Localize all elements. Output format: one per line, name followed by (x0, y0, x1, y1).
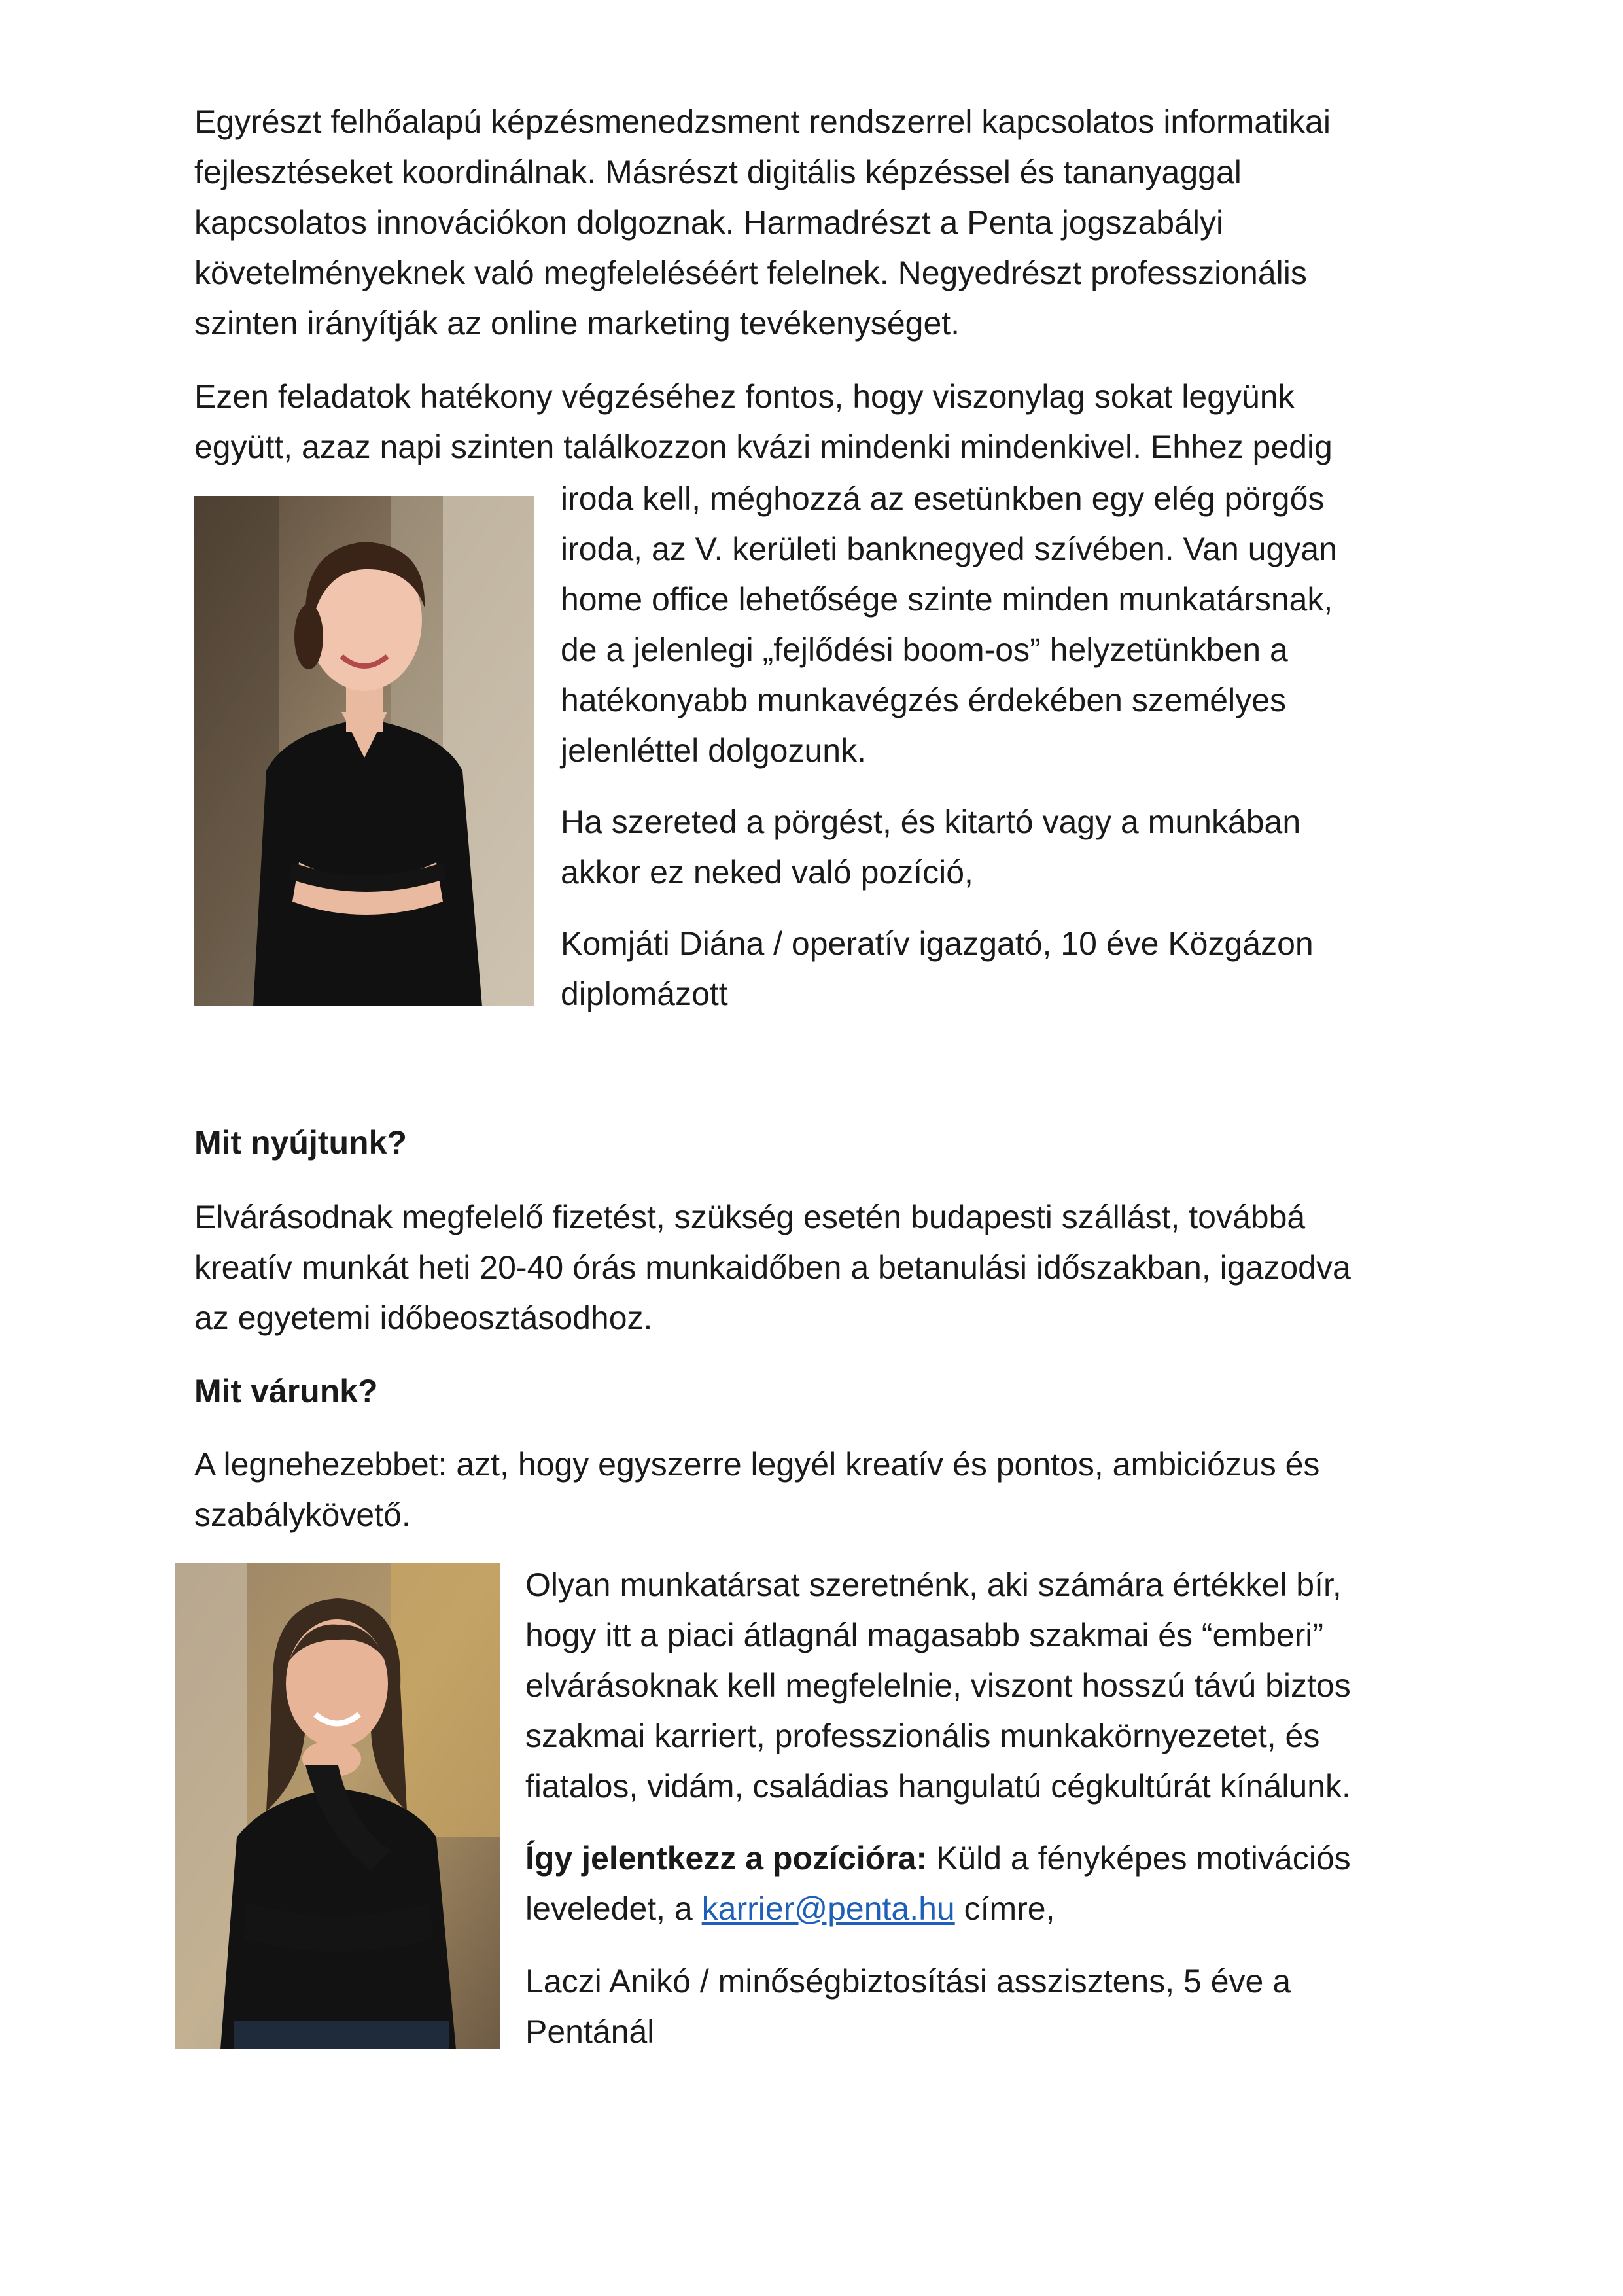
text-line: diplomázott (561, 976, 728, 1012)
text-line: Komjáti Diána / operatív igazgató, 10 éve Közgázon (561, 925, 1314, 962)
text-line: de a jelenlegi „fejlődési boom-os” helyzetünkben a (561, 631, 1288, 668)
tasks-paragraph (194, 372, 1333, 472)
text-line: iroda, az V. kerületi banknegyed szívében. Van ugyan (561, 531, 1337, 567)
text-line: A legnehezebbet: azt, hogy egyszerre legyél kreatív és pontos, ambiciózus és (194, 1446, 1320, 1483)
text-line: Ha szereted a pörgést, és kitartó vagy a munkában (561, 804, 1301, 840)
intro-paragraph (194, 97, 1331, 349)
apply-line2-post: címre, (954, 1890, 1055, 1927)
text-line (525, 1833, 1351, 1884)
text-line: jelenléttel dolgozunk. (561, 732, 866, 769)
text-line: Olyan munkatársat szeretnénk, aki számára értékkel bír, (525, 1566, 1342, 1603)
text-line (525, 1884, 1351, 1934)
text-line: Laczi Anikó / minőségbiztosítási asszisztens, 5 éve a (525, 1963, 1291, 2000)
apply-line1-rest: Küld a fényképes motivációs (927, 1840, 1351, 1877)
email-link[interactable]: karrier@penta.hu (701, 1890, 955, 1927)
offer-heading: Mit nyújtunk? (194, 1124, 407, 1161)
text-line: kapcsolatos innovációkon dolgoznak. Harmadrészt a Penta jogszabályi (194, 204, 1224, 241)
text-line: szakmai karriert, professzionális munkakörnyezetet, és (525, 1718, 1320, 1754)
text-line: együtt, azaz napi szinten találkozzon kvázi mindenki mindenkivel. Ehhez pedig (194, 429, 1333, 465)
text-line: fiatalos, vidám, családias hangulatú cégkultúrát kínálunk. (525, 1768, 1351, 1805)
text-line: szabálykövető. (194, 1496, 411, 1533)
offer-paragraph (194, 1192, 1351, 1343)
closing-paragraph (561, 797, 1300, 898)
text-line: hatékonyabb munkavégzés érdekében személyes (561, 682, 1287, 718)
text-line: iroda kell, méghozzá az esetünkben egy elég pörgős (561, 480, 1325, 517)
signature-komjati-diana (561, 919, 1314, 1019)
text-line: Egyrészt felhőalapú képzésmenedzsment rendszerrel kapcsolatos informatikai (194, 103, 1331, 140)
text-line: hogy itt a piaci átlagnál magasabb szakmai és “emberi” (525, 1617, 1324, 1653)
text-line: Ezen feladatok hatékony végzéséhez fontos, hogy viszonylag sokat legyünk (194, 378, 1295, 415)
photo-komjati-diana (194, 496, 534, 1006)
tasks-paragraph-continued (561, 474, 1337, 776)
colleague-paragraph (525, 1560, 1351, 1812)
expect-paragraph (194, 1439, 1319, 1540)
text-line: fejlesztéseket koordinálnak. Másrészt digitális képzéssel és tananyaggal (194, 154, 1242, 190)
apply-paragraph (525, 1833, 1351, 1934)
text-line: elvárásoknak kell megfelelnie, viszont hosszú távú biztos (525, 1667, 1351, 1704)
text-line: Pentánál (525, 2013, 655, 2050)
photo-laczi-aniko (175, 1563, 500, 2049)
text-line: követelményeknek való megfeleléséért felelnek. Negyedrészt professzionális (194, 255, 1307, 291)
text-line: Elvárásodnak megfelelő fizetést, szükség esetén budapesti szállást, továbbá (194, 1199, 1306, 1235)
apply-bold-lead: Így jelentkezz a pozícióra: (525, 1840, 928, 1877)
signature-laczi-aniko (525, 1956, 1291, 2057)
expect-heading: Mit várunk? (194, 1373, 378, 1409)
text-line: az egyetemi időbeosztásodhoz. (194, 1299, 653, 1336)
text-line: home office lehetősége szinte minden munkatársnak, (561, 581, 1333, 618)
text-line: kreatív munkát heti 20-40 órás munkaidőben a betanulási időszakban, igazodva (194, 1249, 1351, 1286)
text-line: szinten irányítják az online marketing tevékenységet. (194, 305, 960, 342)
text-line: akkor ez neked való pozíció, (561, 854, 973, 891)
apply-line2-pre: leveledet, a (525, 1890, 702, 1927)
